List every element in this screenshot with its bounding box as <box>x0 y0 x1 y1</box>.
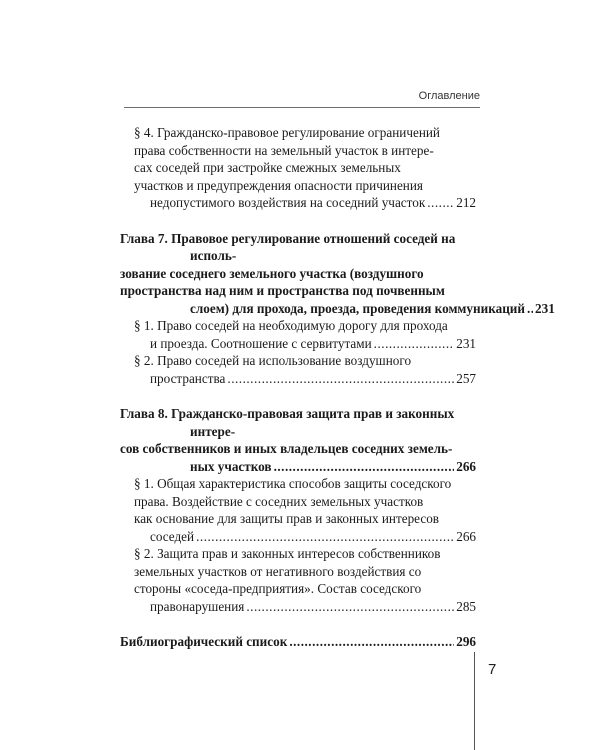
toc-entry-text: соседей <box>150 528 195 544</box>
dot-leader <box>374 335 455 353</box>
toc-entry-ch8-s1[interactable] <box>120 475 476 545</box>
toc-entry-text: ных участков <box>190 458 272 474</box>
toc-entry-bibliography[interactable] <box>120 633 476 651</box>
toc-entry-ch8-s2[interactable] <box>120 545 476 615</box>
dot-leader <box>427 194 454 212</box>
toc-entry-text: недопустимого воздействия на соседний участок <box>150 195 426 210</box>
toc-entry-text: правонарушения <box>150 598 245 614</box>
toc-entry-text: пространства <box>150 370 226 386</box>
toc-entry-text: и проезда. Соотношение с сервитутами <box>150 335 372 351</box>
toc-entry-text: стороны «соседа-предприятия». Состав соседского <box>134 581 422 596</box>
toc-entry-text: пространства над ним и пространства под почвенным <box>120 283 445 298</box>
toc-entry-text: участков и предупреждения опасности причинения <box>134 177 423 193</box>
toc-page-number: 266 <box>456 458 476 474</box>
toc-entry-text: Глава 8. Гражданско-правовая защита прав и законных интере- <box>120 406 455 439</box>
toc-entry-text: Библиографический список <box>120 634 288 649</box>
toc-page-number: 266 <box>456 528 476 544</box>
toc-entry-ch7-s1[interactable] <box>120 317 476 352</box>
toc-entry-ch7-s2[interactable] <box>120 352 476 387</box>
toc-page-number: 285 <box>456 598 476 614</box>
toc-entry-text: слоем) для прохода, проезда, проведения коммуникаций <box>190 300 525 316</box>
toc-page-number: 231 <box>456 335 476 351</box>
toc-entry-text: как основание для защиты прав и законных интересов <box>134 511 440 526</box>
running-title: Оглавление <box>418 90 480 102</box>
toc-entry-text: Глава 7. Правовое регулирование отношений соседей на исполь- <box>120 230 456 263</box>
toc-entry-text: права собственности на земельный участок в интере- <box>134 142 434 158</box>
toc-entry-text: § 4. Гражданско-правовое регулирование ограничений <box>134 125 440 140</box>
toc-entry-text: права. Воздействие с соседних земельных участков <box>134 493 424 509</box>
toc-page-number: 212 <box>456 195 476 210</box>
running-header <box>124 90 480 108</box>
dot-leader <box>527 300 533 318</box>
dot-leader <box>227 370 454 388</box>
toc-entry-text: земельных участков от негативного воздействия со <box>134 563 422 579</box>
toc-entry-ch6-s4[interactable] <box>120 124 476 212</box>
toc-entry-chapter-8[interactable] <box>120 405 476 475</box>
dot-leader <box>196 528 454 546</box>
toc-entry-text: § 2. Право соседей на использование воздушного <box>134 353 412 368</box>
toc-entry-text: зование соседнего земельного участка (воздушного <box>120 265 424 281</box>
folio-divider <box>474 652 475 750</box>
toc-entry-chapter-7[interactable] <box>120 230 555 318</box>
dot-leader <box>289 633 454 651</box>
toc-entry-text: § 1. Общая характеристика способов защиты соседского <box>134 476 452 491</box>
toc-page-number: 231 <box>535 300 555 316</box>
dot-leader <box>274 458 455 476</box>
toc-entry-text: сов собственников и иных владельцев соседних земель- <box>120 441 453 456</box>
toc-page-number: 257 <box>456 370 476 386</box>
toc-entry-text: § 2. Защита прав и законных интересов собственников <box>134 546 441 561</box>
dot-leader <box>246 598 454 616</box>
toc-entry-text: § 1. Право соседей на необходимую дорогу для прохода <box>134 318 448 333</box>
page-number: 7 <box>488 661 497 678</box>
toc-entry-text: сах соседей при застройке смежных земельных <box>134 160 401 175</box>
table-of-contents <box>120 124 555 651</box>
toc-page-number: 296 <box>456 634 476 649</box>
